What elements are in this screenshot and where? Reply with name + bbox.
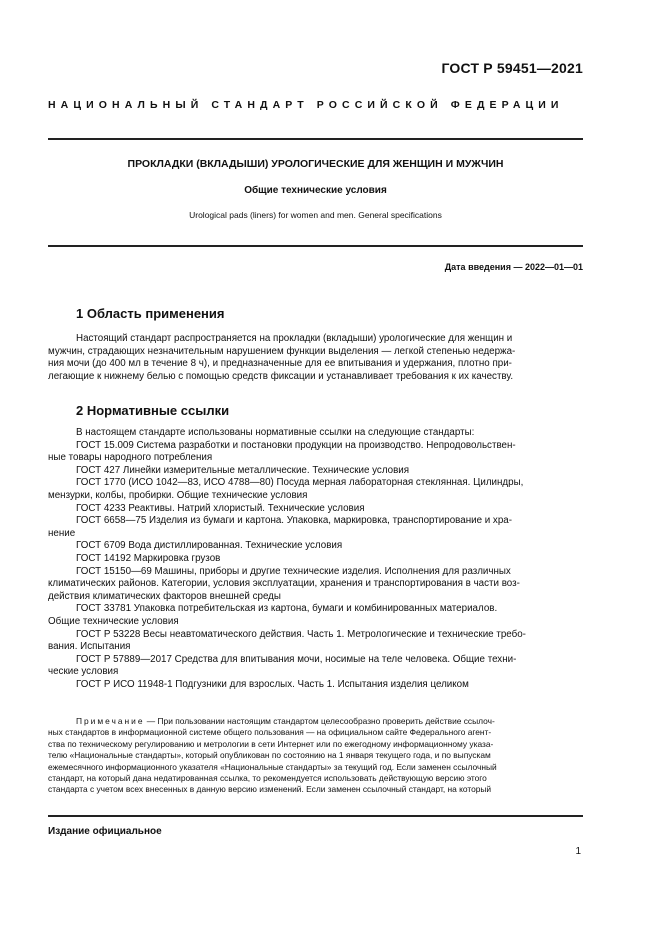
reference-line: ГОСТ Р 53228 Весы неавтоматического действия. Часть 1. Метрологические и технические требо- bbox=[76, 628, 526, 640]
reference-line: Общие технические условия bbox=[48, 615, 179, 627]
note-block bbox=[48, 716, 583, 796]
reference-line: действия климатических факторов внешней среды bbox=[48, 590, 281, 602]
national-standard-banner: НАЦИОНАЛЬНЫЙ СТАНДАРТ РОССИЙСКОЙ ФЕДЕРАЦИИ bbox=[48, 99, 564, 111]
note-line: ежемесячного информационного указателя «Национальные стандарты» за текущий год. Если заменен ссылочный bbox=[48, 761, 497, 772]
document-subtitle: Общие технические условия bbox=[244, 185, 387, 196]
reference-line: ГОСТ 33781 Упаковка потребительская из картона, бумаги и комбинированных материалов. bbox=[76, 603, 498, 615]
text-line: ния мочи (до 400 мл в течение 8 ч), и предназначенные для ее впитывания и удержания, плотно при- bbox=[48, 358, 512, 370]
reference-line: ГОСТ 427 Линейки измерительные металлические. Технические условия bbox=[76, 464, 410, 476]
text-line: мужчин, страдающих незначительным нарушением функции выделения — легкой степенью недержа- bbox=[48, 345, 516, 357]
reference-line: мензурки, колбы, пробирки. Общие технические условия bbox=[48, 489, 308, 501]
reference-line: ГОСТ 4233 Реактивы. Натрий хлористый. Технические условия bbox=[76, 502, 365, 514]
reference-line: ГОСТ 6709 Вода дистиллированная. Технические условия bbox=[76, 540, 343, 552]
introduction-date: Дата введения — 2022—01—01 bbox=[444, 262, 583, 272]
reference-line: ГОСТ 14192 Маркировка грузов bbox=[76, 552, 221, 564]
text-line: В настоящем стандарте использованы нормативные ссылки на следующие стандарты: bbox=[76, 427, 475, 438]
reference-line: климатических районов. Категории, условия эксплуатации, хранения и транспортирования в части воз- bbox=[48, 578, 520, 590]
note-text: — При пользовании настоящим стандартом целесообразно проверить действие ссылоч- bbox=[144, 716, 495, 726]
note-line: стандарта с учетом всех внесенных в данную версию изменений. Если заменен ссылочный стандарт, на который bbox=[48, 784, 492, 795]
section-1-heading: 1 Область применения bbox=[76, 306, 225, 321]
page-number: 1 bbox=[575, 846, 581, 857]
reference-line: ГОСТ 6658—75 Изделия из бумаги и картона. Упаковка, маркировка, транспортирование и хра- bbox=[76, 515, 512, 527]
footer-rule bbox=[48, 815, 583, 817]
reference-line: ные товары народного потребления bbox=[48, 452, 213, 464]
header-rule bbox=[48, 138, 583, 140]
section-2-body bbox=[48, 427, 583, 691]
reference-line: ГОСТ 15.009 Система разработки и постановки продукции на производство. Непродовольствен- bbox=[76, 439, 516, 451]
note-line: ных стандартов в информационной системе общего пользования — на официальном сайте Федерального агент- bbox=[48, 727, 492, 738]
reference-line: ческие условия bbox=[48, 666, 119, 678]
english-title: Urological pads (liners) for women and men. General specifications bbox=[189, 210, 442, 220]
text-line: легающие к нижнему белью с помощью средств фиксации и устанавливает требования к их качеству. bbox=[48, 370, 514, 382]
document-code: ГОСТ Р 59451—2021 bbox=[441, 60, 583, 76]
note-line: стандарт, на который дана недатированная ссылка, то рекомендуется использовать действующую версию этого bbox=[48, 773, 487, 784]
reference-line: ГОСТ Р ИСО 11948-1 Подгузники для взрослых. Часть 1. Испытания изделия целиком bbox=[76, 678, 469, 690]
reference-line: нение bbox=[48, 527, 76, 539]
section-2-heading: 2 Нормативные ссылки bbox=[76, 403, 230, 418]
document-title: ПРОКЛАДКИ (ВКЛАДЫШИ) УРОЛОГИЧЕСКИЕ ДЛЯ ЖЕНЩИН И МУЖЧИН bbox=[127, 158, 504, 170]
note-line: телю «Национальные стандарты», который опубликован по состоянию на 1 января текущего года, и по выпускам bbox=[48, 750, 491, 761]
reference-line: ГОСТ 1770 (ИСО 1042—83, ИСО 4788—80) Посуда мерная лабораторная стеклянная. Цилиндры, bbox=[76, 477, 524, 489]
text-line: Настоящий стандарт распространяется на прокладки (вкладыши) урологические для женщин и bbox=[76, 333, 513, 344]
note-first-line bbox=[48, 716, 583, 727]
reference-line: вания. Испытания bbox=[48, 641, 131, 653]
title-rule bbox=[48, 245, 583, 247]
section-1-body bbox=[48, 333, 583, 383]
note-label: Примечание bbox=[76, 716, 145, 726]
reference-line: ГОСТ 15150—69 Машины, приборы и другие технические изделия. Исполнения для различных bbox=[76, 565, 511, 577]
note-line: ства по техническому регулированию и метрологии в сети Интернет или по ежегодному информационному указа- bbox=[48, 738, 494, 749]
reference-line: ГОСТ Р 57889—2017 Средства для впитывания мочи, носимые на теле человека. Общие техни- bbox=[76, 653, 517, 665]
official-edition-label: Издание официальное bbox=[48, 826, 162, 837]
